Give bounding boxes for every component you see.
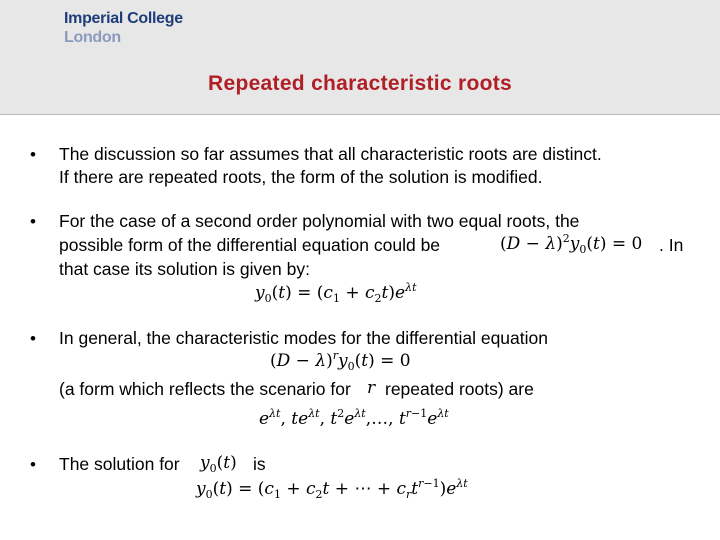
bullet-2-line-2-end: . In (659, 235, 684, 255)
equation-y0-inline: $y_0(t)$ (200, 453, 237, 475)
equation-characteristic-modes: $e^{\lambda t}$, $te^{\lambda t}$, $t^2e^{\lambda t},\dots$, $t^{r-1}e^{\lambda t}$ (259, 407, 449, 429)
bullet-3-line-1: In general, the characteristic modes for the differential equation (59, 328, 548, 348)
bullet-1-line-1: The discussion so far assumes that all characteristic roots are distinct. (59, 144, 602, 164)
logo-line-2: London (64, 29, 121, 46)
bullet-marker: • (30, 329, 36, 348)
bullet-4-line-1-end: is (253, 454, 266, 474)
bullet-3-line-2: (a form which reflects the scenario for (59, 379, 351, 399)
logo-line-1: Imperial College (64, 10, 183, 27)
equation-solution-repeated-roots: $y_0(t) = (c_1 + c_2t)e^{\lambda t}$ (255, 281, 417, 305)
bullet-marker: • (30, 145, 36, 164)
bullet-2-line-1: For the case of a second order polynomial with two equal roots, the (59, 211, 580, 231)
bullet-2-line-2: possible form of the differential equation could be (59, 235, 441, 255)
variable-r: r (367, 378, 376, 398)
bullet-4-line-1: The solution for (59, 454, 180, 474)
slide-title: Repeated characteristic roots (208, 72, 512, 95)
equation-general-differential: $(D - \lambda)^ry_0(t) = 0$ (270, 349, 411, 373)
bullet-1-line-2: If there are repeated roots, the form of the solution is modified. (59, 167, 543, 187)
equation-general-solution: $y_0(t) = (c_1 + c_2t$ + ⋯ + $c_rt^{r-1})e^{\lambda t}$ (196, 477, 468, 501)
bullet-2-line-3: that case its solution is given by: (59, 259, 310, 279)
bullet-marker: • (30, 212, 36, 231)
bullet-marker: • (30, 455, 36, 474)
equation-differential-second-order: $(D - \lambda)^2y_0(t) = 0$ (500, 232, 643, 256)
bullet-3-line-2-end: repeated roots) are (385, 379, 534, 399)
